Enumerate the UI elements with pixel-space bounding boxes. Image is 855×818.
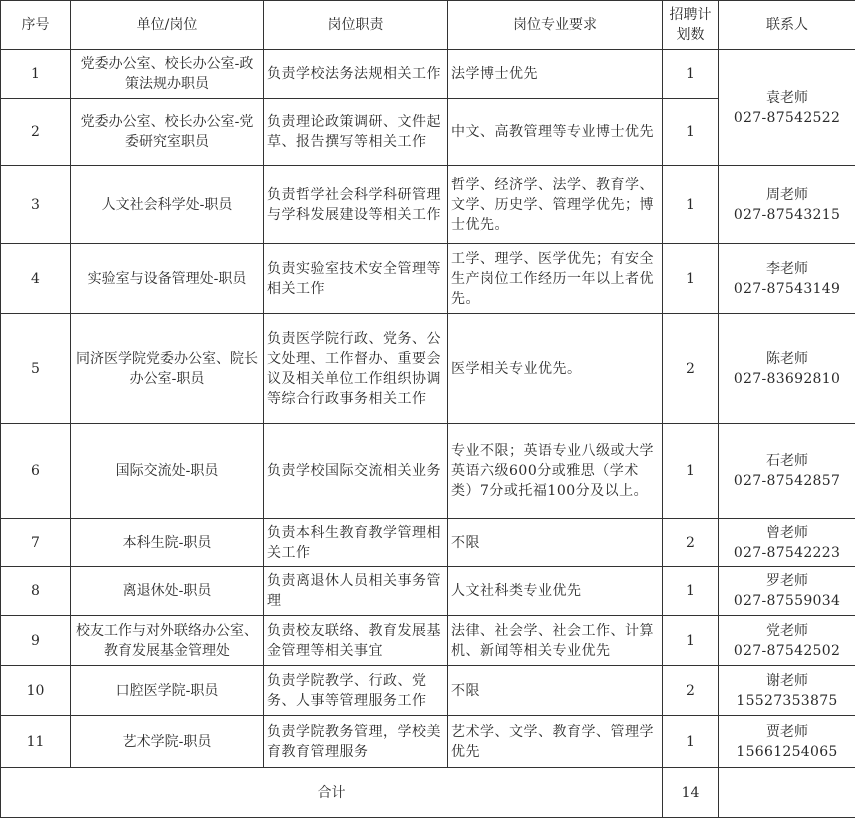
contact-phone: 027-87543149	[722, 279, 852, 299]
row-contact	[719, 616, 855, 666]
contact-phone: 027-87543215	[722, 205, 852, 225]
contact-phone: 027-87542857	[722, 471, 852, 491]
header-row	[1, 1, 855, 50]
row-contact	[719, 424, 855, 519]
contact-phone: 15527353875	[722, 691, 852, 711]
row-duty: 负责离退休人员相关事务管理	[264, 567, 448, 616]
row-index: 4	[1, 244, 71, 314]
table-row	[1, 666, 855, 716]
row-duty: 负责学院教务管理，学校美育教育管理服务	[264, 716, 448, 768]
row-count: 1	[663, 166, 719, 244]
row-index: 1	[1, 50, 71, 99]
contact-name: 周老师	[722, 185, 852, 205]
row-duty: 负责学校法务法规相关工作	[264, 50, 448, 99]
row-index: 6	[1, 424, 71, 519]
row-count: 1	[663, 424, 719, 519]
row-unit: 同济医学院党委办公室、院长办公室-职员	[71, 314, 264, 424]
row-contact	[719, 244, 855, 314]
row-unit: 离退休处-职员	[71, 567, 264, 616]
table-row	[1, 50, 855, 99]
row-requirement: 艺术学、文学、教育学、管理学优先	[448, 716, 663, 768]
total-row	[1, 768, 855, 818]
row-index: 11	[1, 716, 71, 768]
row-unit: 党委办公室、校长办公室-党委研究室职员	[71, 99, 264, 166]
row-contact	[719, 666, 855, 716]
row-duty: 负责校友联络、教育发展基金管理等相关事宜	[264, 616, 448, 666]
row-contact	[719, 567, 855, 616]
row-unit: 校友工作与对外联络办公室、教育发展基金管理处	[71, 616, 264, 666]
row-duty: 负责学校国际交流相关业务	[264, 424, 448, 519]
row-requirement: 工学、理学、医学优先；有安全生产岗位工作经历一年以上者优先。	[448, 244, 663, 314]
row-requirement: 不限	[448, 666, 663, 716]
row-requirement: 法律、社会学、社会工作、计算机、新闻等相关专业优先	[448, 616, 663, 666]
header-contact: 联系人	[719, 1, 855, 50]
row-unit: 党委办公室、校长办公室-政策法规办职员	[71, 50, 264, 99]
row-count: 1	[663, 567, 719, 616]
contact-name: 党老师	[722, 621, 852, 641]
row-duty: 负责实验室技术安全管理等相关工作	[264, 244, 448, 314]
contact-phone: 027-87542223	[722, 543, 852, 563]
total-contact	[719, 768, 855, 818]
total-label: 合计	[1, 768, 663, 818]
contact-name: 罗老师	[722, 571, 852, 591]
row-unit: 实验室与设备管理处-职员	[71, 244, 264, 314]
total-count: 14	[663, 768, 719, 818]
contact-phone: 027-87559034	[722, 591, 852, 611]
contact-name: 曾老师	[722, 523, 852, 543]
table-row	[1, 424, 855, 519]
row-contact	[719, 166, 855, 244]
row-requirement: 专业不限；英语专业八级或大学英语六级600分或雅思（学术类）7分或托福100分及以上。	[448, 424, 663, 519]
row-requirement: 法学博士优先	[448, 50, 663, 99]
row-count: 2	[663, 666, 719, 716]
row-duty: 负责医学院行政、党务、公文处理、工作督办、重要会议及相关单位工作组织协调等综合行政事务相关工作	[264, 314, 448, 424]
contact-name: 谢老师	[722, 671, 852, 691]
table-row	[1, 616, 855, 666]
contact-phone: 027-87542502	[722, 641, 852, 661]
row-contact	[719, 50, 855, 166]
row-count: 1	[663, 616, 719, 666]
contact-phone: 027-83692810	[722, 369, 852, 389]
row-count: 1	[663, 99, 719, 166]
contact-phone: 027-87542522	[722, 108, 852, 128]
contact-name: 袁老师	[722, 88, 852, 108]
row-duty: 负责理论政策调研、文件起草、报告撰写等相关工作	[264, 99, 448, 166]
row-index: 10	[1, 666, 71, 716]
row-duty: 负责学院教学、行政、党务、人事等管理服务工作	[264, 666, 448, 716]
row-count: 1	[663, 716, 719, 768]
header-index: 序号	[1, 1, 71, 50]
table-row	[1, 314, 855, 424]
row-unit: 口腔医学院-职员	[71, 666, 264, 716]
row-duty: 负责本科生教育教学管理相关工作	[264, 519, 448, 567]
row-unit: 人文社会科学处-职员	[71, 166, 264, 244]
row-requirement: 人文社科类专业优先	[448, 567, 663, 616]
contact-name: 李老师	[722, 259, 852, 279]
header-requirement: 岗位专业要求	[448, 1, 663, 50]
row-index: 9	[1, 616, 71, 666]
row-count: 2	[663, 314, 719, 424]
table-row	[1, 567, 855, 616]
row-contact	[719, 314, 855, 424]
contact-name: 贾老师	[722, 722, 852, 742]
table-row	[1, 716, 855, 768]
row-unit: 国际交流处-职员	[71, 424, 264, 519]
contact-name: 陈老师	[722, 349, 852, 369]
contact-name: 石老师	[722, 451, 852, 471]
table-row	[1, 519, 855, 567]
row-requirement: 哲学、经济学、法学、教育学、文学、历史学、管理学优先；博士优先。	[448, 166, 663, 244]
row-unit: 艺术学院-职员	[71, 716, 264, 768]
header-unit: 单位/岗位	[71, 1, 264, 50]
row-index: 2	[1, 99, 71, 166]
row-count: 2	[663, 519, 719, 567]
row-index: 5	[1, 314, 71, 424]
table-row	[1, 166, 855, 244]
row-requirement: 中文、高教管理等专业博士优先	[448, 99, 663, 166]
row-index: 8	[1, 567, 71, 616]
header-duty: 岗位职责	[264, 1, 448, 50]
row-duty: 负责哲学社会科学科研管理与学科发展建设等相关工作	[264, 166, 448, 244]
contact-phone: 15661254065	[722, 742, 852, 762]
row-count: 1	[663, 244, 719, 314]
table-row	[1, 244, 855, 314]
header-count: 招聘计划数	[663, 1, 719, 50]
row-requirement: 医学相关专业优先。	[448, 314, 663, 424]
row-contact	[719, 519, 855, 567]
row-requirement: 不限	[448, 519, 663, 567]
row-index: 3	[1, 166, 71, 244]
row-unit: 本科生院-职员	[71, 519, 264, 567]
row-count: 1	[663, 50, 719, 99]
row-index: 7	[1, 519, 71, 567]
row-contact	[719, 716, 855, 768]
